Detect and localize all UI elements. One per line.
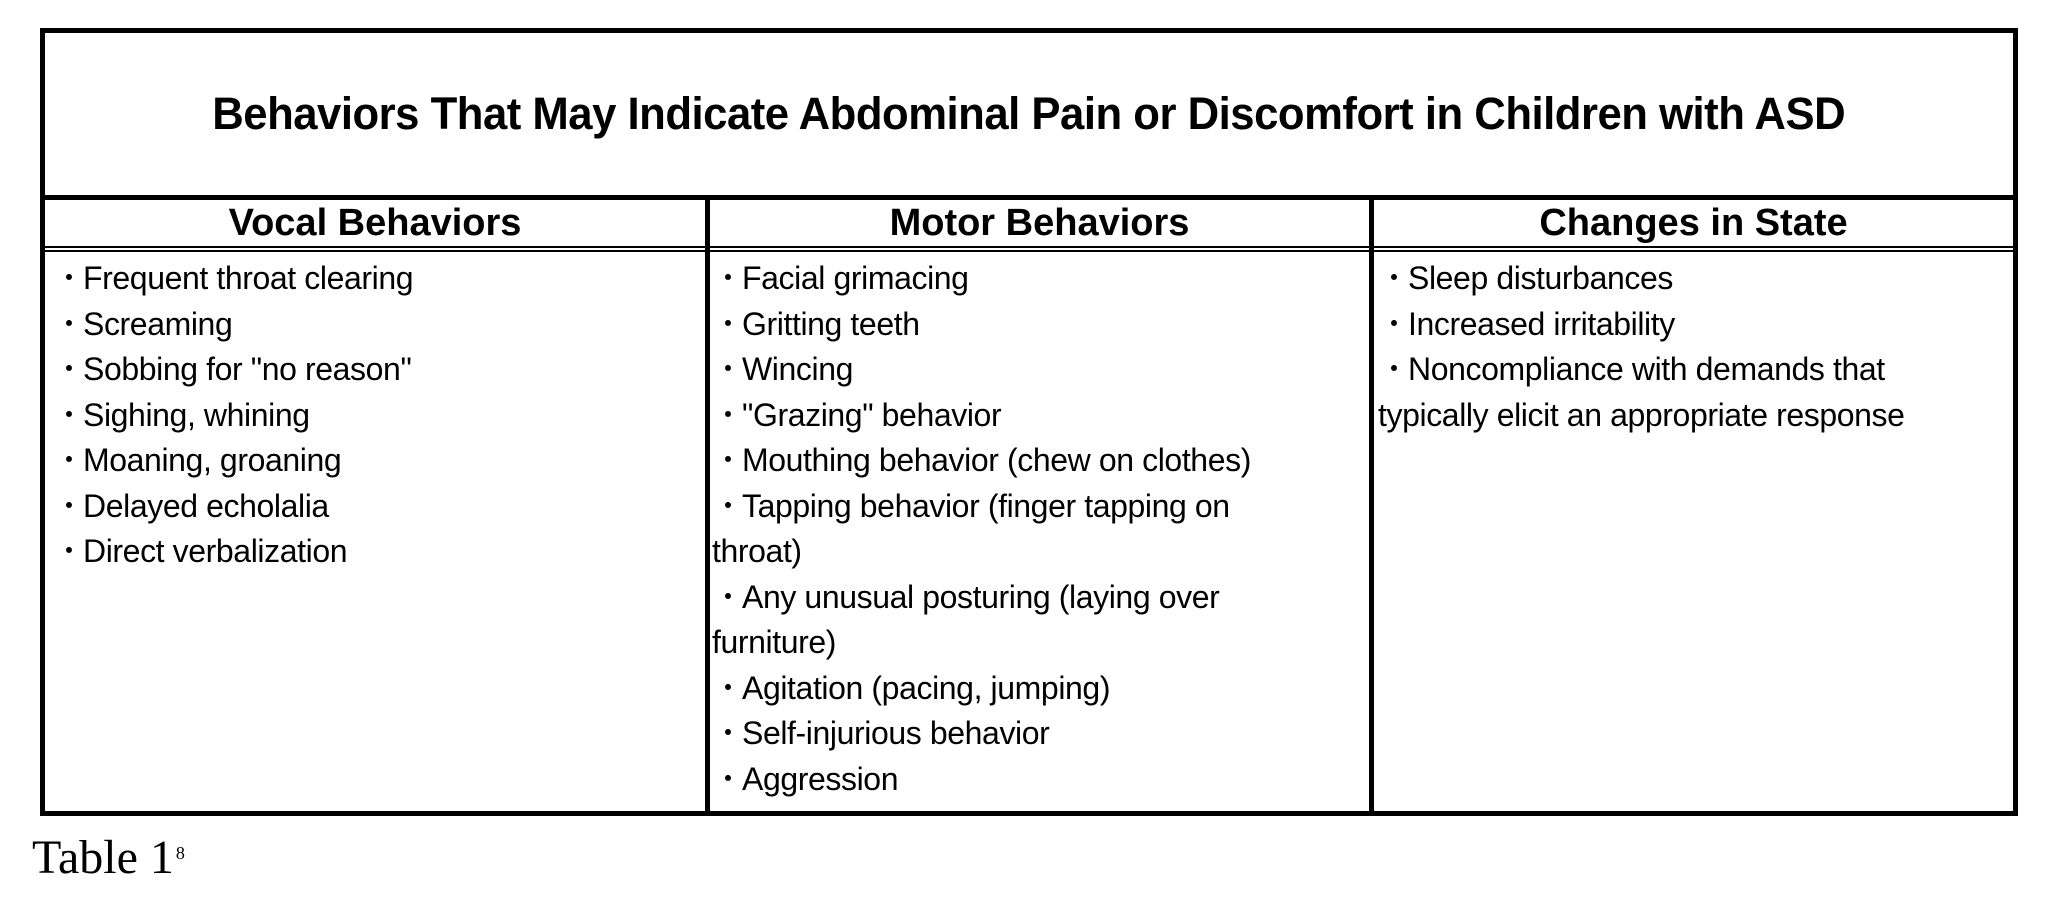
list-item: ・Delayed echolalia [53,484,697,530]
list-item: ・Frequent throat clearing [53,256,697,302]
bullet-icon: ・ [712,260,744,296]
bullet-icon: ・ [1378,260,1410,296]
column-body [710,252,1369,802]
bullet-icon: ・ [712,715,744,751]
table-caption: Table 1 $^8$ [32,831,185,884]
column-header: Motor Behaviors [710,200,1369,252]
list-item: ・Gritting teeth [712,302,1361,348]
bullet-icon: ・ [53,487,85,524]
bullet-icon: ・ [1378,305,1410,342]
reference-superscript: 8 [175,843,185,863]
column-header: Vocal Behaviors [45,200,705,252]
table-title: Behaviors That May Indicate Abdominal Pain or Discomfort in Children with ASD [212,88,1846,139]
list-item: ・"Grazing" behavior [712,393,1361,439]
list-item: ・Any unusual posturing (laying over furniture) [712,575,1312,666]
list-item: ・Sighing, whining [53,393,697,439]
list-item: ・Increased irritability [1378,302,1998,348]
list-item: ・Mouthing behavior (chew on clothes) [712,438,1361,484]
list-item: ・Sobbing for "no reason" [53,347,697,393]
table-title-row [45,33,2013,200]
bullet-icon: ・ [53,260,85,296]
bullet-icon: ・ [712,669,744,706]
bullet-icon: ・ [53,305,85,342]
list-item: ・Self-injurious behavior [712,711,1361,757]
list-item: ・Agitation (pacing, jumping) [712,666,1361,712]
bullet-icon: ・ [712,351,744,387]
bullet-icon: ・ [712,305,744,342]
bullet-icon: ・ [712,442,744,478]
list-item: ・Facial grimacing [712,256,1361,302]
bullet-icon: ・ [53,396,85,433]
list-item: ・Moaning, groaning [53,438,697,484]
bullet-icon: ・ [712,396,744,433]
behaviors-table [40,28,2018,816]
bullet-icon: ・ [712,578,744,615]
bullet-icon: ・ [712,760,744,797]
list-item: ・Direct verbalization [53,529,697,575]
bullet-icon: ・ [53,351,85,387]
column-body [1374,252,2006,438]
list-item: ・Wincing [712,347,1361,393]
table-columns [45,200,2013,811]
list-item: ・Screaming [53,302,697,348]
bullet-icon: ・ [53,442,85,478]
bullet-icon: ・ [712,487,744,524]
list-item: ・Sleep disturbances [1378,256,1998,302]
column-motor-behaviors [705,200,1369,811]
list-item: ・Aggression [712,757,1361,803]
column-body [45,252,705,575]
bullet-icon: ・ [1378,351,1410,387]
column-changes-in-state [1369,200,2013,811]
bullet-icon: ・ [53,533,85,569]
list-item: ・Noncompliance with demands that typically elicit an appropriate response [1378,347,1998,438]
column-header: Changes in State [1374,200,2013,252]
list-item: ・Tapping behavior (finger tapping on throat) [712,484,1312,575]
column-vocal-behaviors [45,200,705,811]
